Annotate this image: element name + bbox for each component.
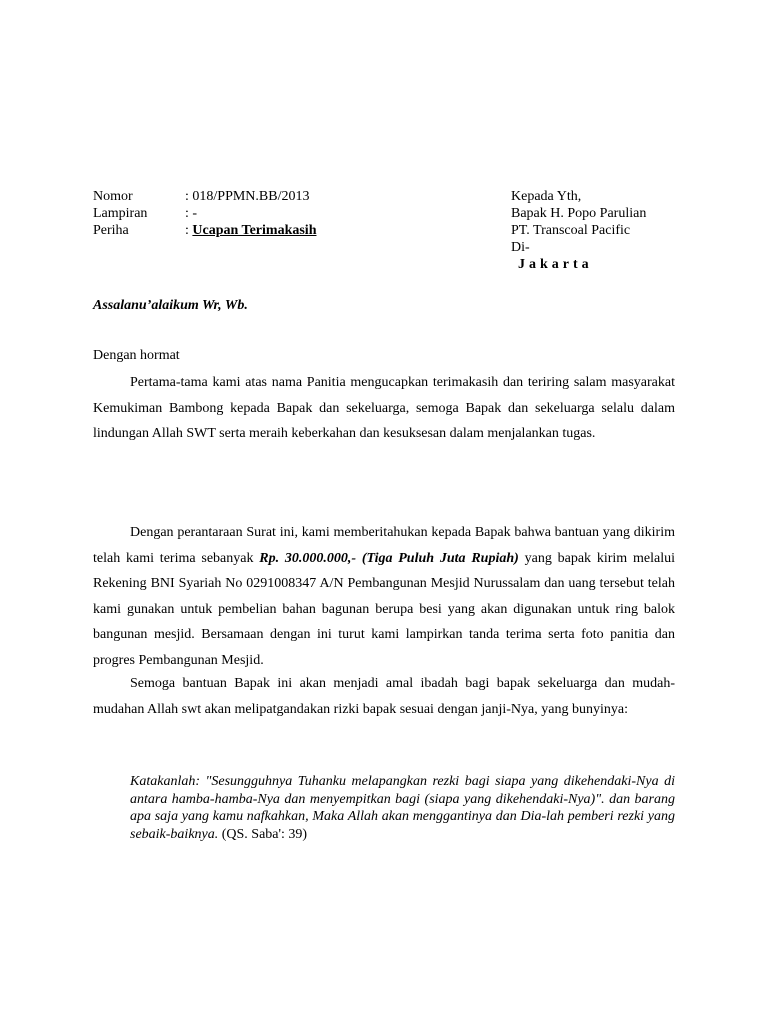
recipient-city: Jakarta: [518, 257, 593, 272]
opening: Dengan hormat: [93, 348, 180, 363]
donation-amount: Rp. 30.000.000,- (Tiga Puluh Juta Rupiah): [259, 550, 519, 566]
recipient-line-1: Kepada Yth,: [511, 189, 582, 204]
recipient-line-2: Bapak H. Popo Parulian: [511, 206, 647, 221]
quote-reference: (QS. Saba': 39): [218, 826, 308, 842]
nomor-label: Nomor: [93, 189, 133, 204]
perihal-row: [185, 222, 316, 239]
paragraph-1: Pertama-tama kami atas nama Panitia mengucapkan terimakasih dan teriring salam masyarakat Kemukiman Bambong kepada Bapak dan sekeluarga, semoga Bapak dan sekeluarga selalu dalam lindungan Allah SWT serta meraih keberkahan dan kesuksesan dalam menjalankan tugas.: [93, 375, 675, 441]
paragraph-2-before: Dengan perantaraan Surat ini, kami memberitahukan kepada Bapak bahwa bantuan yang dikirim telah kami terima sebanyak: [93, 525, 675, 566]
recipient-line-3: PT. Transcoal Pacific: [511, 223, 631, 238]
quote-text: Katakanlah: "Sesungguhnya Tuhanku melapangkan rezki bagi siapa yang dikehendaki-Nya di antara hamba-hamba-Nya dan menyempitkan bagi (siapa yang dikehendaki-Nya)". dan barang apa saja yang kamu nafkahkan, Maka Allah akan menggantinya dan Dia-lah pemberi rezki yang sebaik-baiknya.: [130, 774, 675, 842]
paragraph-3: Semoga bantuan Bapak ini akan menjadi amal ibadah bagi bapak sekeluarga dan mudah-mudahan Allah swt akan melipatgandakan rizki bapak sesuai dengan janji-Nya, yang bunyinya:: [93, 676, 675, 717]
greeting: Assalanu’alaikum Wr, Wb.: [93, 298, 248, 313]
lampiran-value: : -: [185, 206, 198, 221]
quran-quote: [130, 773, 675, 843]
paragraph-2: [93, 520, 675, 673]
perihal-colon: :: [185, 223, 189, 238]
nomor-value: : 018/PPMN.BB/2013: [185, 189, 310, 204]
recipient-line-4: Di-: [511, 240, 530, 255]
perihal-label: Periha: [93, 223, 129, 238]
perihal-value: Ucapan Terimakasih: [192, 223, 317, 238]
paragraph-2-after: yang bapak kirim melalui Rekening BNI Syariah No 0291008347 A/N Pembangunan Mesjid Nurussalam dan uang tersebut telah kami gunakan untuk pembelian bahan bagunan berupa besi yang akan digunakan untuk ring balok bangunan mesjid. Bersamaan dengan ini turut kami lampirkan tanda terima serta foto panitia dan progres Pembangunan Mesjid.: [93, 550, 675, 668]
lampiran-label: Lampiran: [93, 206, 148, 221]
